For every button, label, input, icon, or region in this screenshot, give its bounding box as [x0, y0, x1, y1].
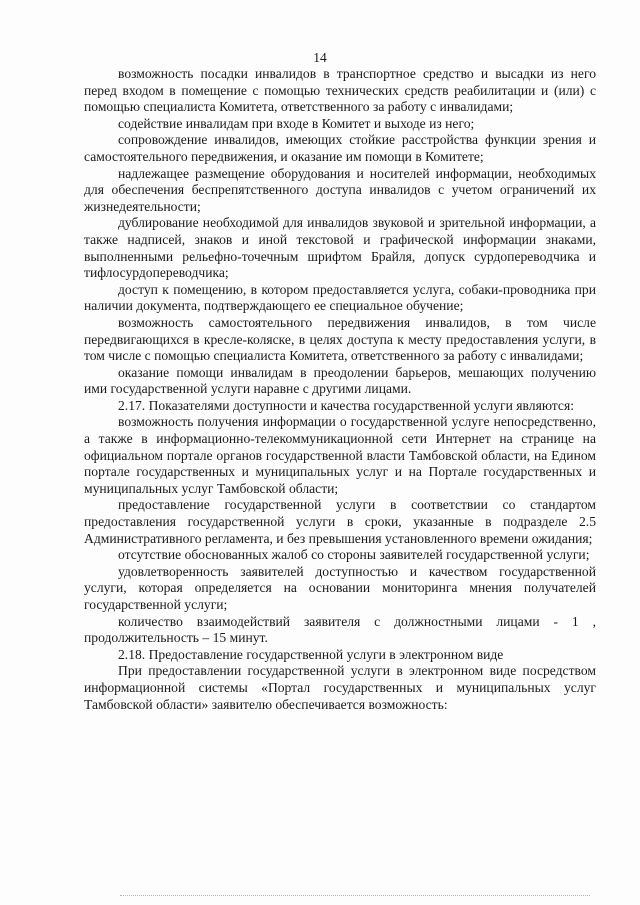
paragraph: оказание помощи инвалидам в преодолении барьеров, мешающих получению ими государственной услуги наравне с другими лицами.	[84, 364, 596, 397]
body-text	[84, 66, 596, 713]
paragraph: возможность самостоятельного передвижения инвалидов, в том числе передвигающихся в кресле-коляске, в целях доступа к месту предоставления услуги, в том числе с помощью специалиста Комитета, ответственного за работу с инвалидами;	[84, 314, 596, 364]
paragraph: дублирование необходимой для инвалидов звуковой и зрительной информации, а также надписей, знаков и иной текстовой и графической информации знаками, выполненными рельефно-точечным шрифтом Брайля, допуск сурдопереводчика и тифлосурдопереводчика;	[84, 215, 596, 281]
paragraph: возможность посадки инвалидов в транспортное средство и высадки из него перед входом в помещение с помощью технических средств реабилитации и (или) с помощью специалиста Комитета, ответственного за работу с инвалидами;	[84, 66, 596, 115]
paragraph: количество взаимодействий заявителя с должностными лицами - 1 , продолжительность – 15 минут.	[84, 613, 596, 646]
paragraph: доступ к помещению, в котором предоставляется услуга, собаки-проводника при наличии документа, подтверждающего ее специальное обучение;	[84, 281, 596, 314]
paragraph: содействие инвалидам при входе в Комитет и выходе из него;	[118, 115, 475, 131]
paragraph: предоставление государственной услуги в соответствии со стандартом предоставления государственной услуги в сроки, указанные в подразделе 2.5 Административного регламента, и без превышения установленного времени ожидания;	[84, 497, 596, 546]
paragraph: сопровождение инвалидов, имеющих стойкие расстройства функции зрения и самостоятельного передвижения, и оказание им помощи в Комитете;	[84, 132, 596, 164]
paragraph: надлежащее размещение оборудования и носителей информации, необходимых для обеспечения беспрепятственного доступа инвалидов с учетом ограничений их жизнедеятельности;	[84, 165, 596, 214]
paragraph: При предоставлении государственной услуги в электронном виде посредством информационной системы «Портал государственных и муниципальных услуг Тамбовской области» заявителю обеспечивается возможность:	[84, 663, 596, 712]
paragraph: 2.17. Показателями доступности и качества государственной услуги являются:	[118, 397, 574, 413]
paragraph: возможность получения информации о государственной услуге непосредственно, а также в информационно-телекоммуникационной сети Интернет на странице на официальном портале органов государственной власти Тамбовской области, на Едином портале государственных и муниципальных услуг и на Портале государственных и муниципальных услуг Тамбовской области;	[84, 414, 596, 496]
paragraph: удовлетворенность заявителей доступностью и качеством государственной услуги, которая определяется на основании мониторинга мнения получателей государственной услуги;	[84, 563, 596, 612]
scan-edge-dots	[120, 895, 590, 900]
paragraph: 2.18. Предоставление государственной услуги в электронном виде	[118, 646, 504, 662]
paragraph: отсутствие обоснованных жалоб со стороны заявителей государственной услуги;	[118, 547, 590, 563]
page-number: 14	[313, 50, 327, 65]
